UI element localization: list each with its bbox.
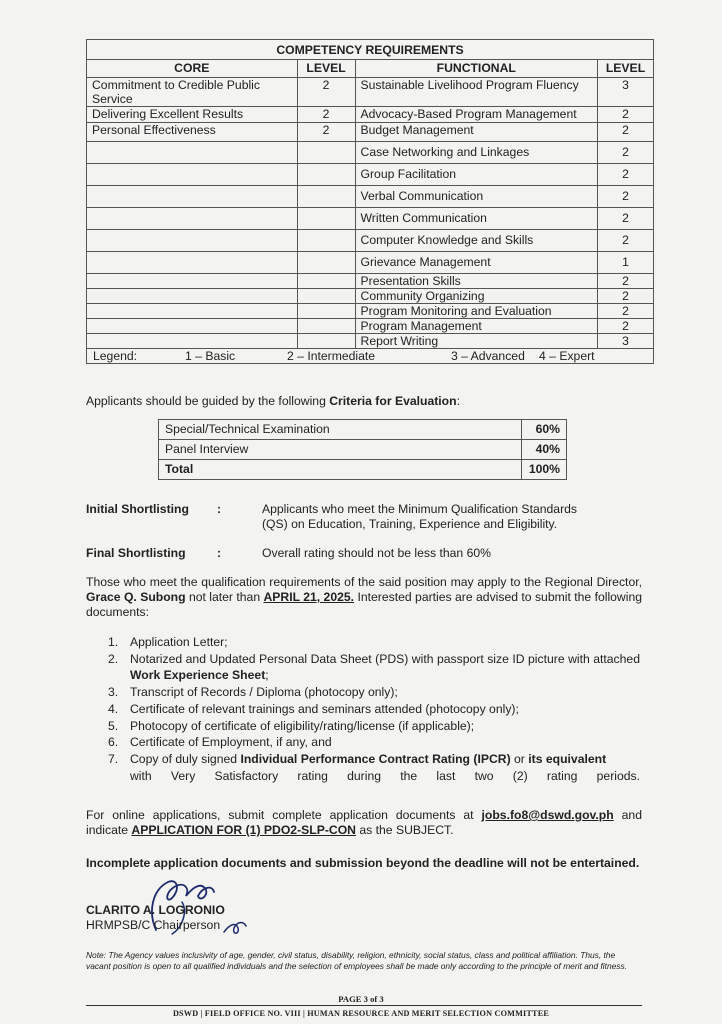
core-header: CORE	[87, 60, 298, 78]
core-level-header: LEVEL	[297, 60, 355, 78]
criteria-label: Panel Interview	[159, 440, 522, 460]
core-level-cell	[297, 142, 355, 164]
core-level-cell	[297, 252, 355, 274]
criteria-intro: Applicants should be guided by the following Criteria for Evaluation:	[86, 394, 460, 408]
functional-cell: Community Organizing	[355, 289, 597, 304]
total-label: Total	[159, 460, 522, 480]
core-cell	[87, 252, 298, 274]
criteria-heading: Criteria for Evaluation	[329, 394, 457, 408]
core-cell	[87, 186, 298, 208]
legend-expert: 4 – Expert	[539, 349, 595, 363]
legend-label: Legend:	[93, 349, 138, 363]
core-level-cell	[297, 289, 355, 304]
table-row	[87, 252, 654, 274]
core-cell	[87, 208, 298, 230]
page-number: PAGE 3 of 3	[338, 994, 384, 1004]
functional-level-cell: 2	[598, 289, 654, 304]
functional-level-header: LEVEL	[598, 60, 654, 78]
table-row	[87, 319, 654, 334]
table-row	[87, 230, 654, 252]
table-row	[87, 142, 654, 164]
core-cell	[87, 230, 298, 252]
functional-cell: Grievance Management	[355, 252, 597, 274]
table-row	[159, 420, 567, 440]
competency-title: COMPETENCY REQUIREMENTS	[87, 40, 654, 60]
core-cell	[87, 274, 298, 289]
core-cell	[87, 334, 298, 349]
competency-table	[86, 39, 654, 364]
list-item: 7. Copy of duly signed Individual Performance Contract Rating (IPCR) or its equivalent with Very Satisfactory rating during the last two (2) rating periods.	[108, 751, 640, 783]
core-level-cell	[297, 304, 355, 319]
warning-text: Incomplete application documents and submission beyond the deadline will not be entertained.	[86, 856, 640, 870]
table-row	[159, 440, 567, 460]
core-level-cell: 2	[297, 78, 355, 107]
functional-cell: Case Networking and Linkages	[355, 142, 597, 164]
initial-shortlisting: Initial Shortlisting : Applicants who meet the Minimum Qualification Standards (QS) on Education, Training, Experience and Eligibility.	[86, 502, 646, 534]
legend-advanced: 3 – Advanced	[451, 349, 525, 363]
functional-cell: Verbal Communication	[355, 186, 597, 208]
functional-level-cell: 2	[598, 142, 654, 164]
table-row	[87, 274, 654, 289]
functional-header: FUNCTIONAL	[355, 60, 597, 78]
core-level-cell	[297, 230, 355, 252]
functional-cell: Budget Management	[355, 123, 597, 142]
core-level-cell	[297, 274, 355, 289]
functional-cell: Report Writing	[355, 334, 597, 349]
online-paragraph: For online applications, submit complete application documents at jobs.fo8@dswd.gov.ph and indicate APPLICATION FOR (1) PDO2-SLP-CON as the SUBJECT.	[86, 808, 642, 837]
functional-cell: Advocacy-Based Program Management	[355, 107, 597, 123]
core-cell: Personal Effectiveness	[87, 123, 298, 142]
functional-level-cell: 3	[598, 334, 654, 349]
core-level-cell	[297, 334, 355, 349]
functional-level-cell: 2	[598, 123, 654, 142]
legend-row	[87, 349, 654, 364]
core-level-cell: 2	[297, 107, 355, 123]
functional-level-cell: 2	[598, 164, 654, 186]
criteria-table	[158, 419, 567, 480]
signatory-title: HRMPSB/C Chairperson	[86, 918, 221, 932]
final-shortlisting-label: Final Shortlisting	[86, 546, 186, 560]
functional-cell: Program Management	[355, 319, 597, 334]
documents-list	[108, 634, 640, 784]
functional-level-cell: 2	[598, 230, 654, 252]
functional-level-cell: 2	[598, 304, 654, 319]
table-row	[87, 123, 654, 142]
initial-shortlisting-label: Initial Shortlisting	[86, 502, 189, 516]
signatory-name: CLARITO A. LOGRONIO	[86, 903, 225, 917]
deadline: APRIL 21, 2025.	[263, 590, 355, 604]
signature-block	[86, 903, 225, 933]
table-row	[87, 289, 654, 304]
legend-basic: 1 – Basic	[185, 349, 236, 363]
list-item: 5. Photocopy of certificate of eligibility/rating/license (if applicable);	[108, 718, 475, 733]
email-link[interactable]: jobs.fo8@dswd.gov.ph	[481, 808, 614, 822]
core-level-cell	[297, 164, 355, 186]
core-cell	[87, 319, 298, 334]
application-paragraph: Those who meet the qualification requirements of the said position may apply to the Regional Director, Grace Q. Subong not later than APRIL 21, 2025. Interested parties are advised to submit the following documents:	[86, 575, 642, 619]
core-cell	[87, 304, 298, 319]
core-cell: Commitment to Credible Public Service	[87, 78, 298, 107]
criteria-pct: 60%	[522, 420, 567, 440]
email-subject: APPLICATION FOR (1) PDO2-SLP-CON	[131, 823, 356, 837]
functional-cell: Program Monitoring and Evaluation	[355, 304, 597, 319]
core-level-cell: 2	[297, 123, 355, 142]
core-level-cell	[297, 208, 355, 230]
core-cell	[87, 164, 298, 186]
table-row	[87, 186, 654, 208]
functional-cell: Group Facilitation	[355, 164, 597, 186]
functional-level-cell: 2	[598, 107, 654, 123]
director-name: Grace Q. Subong	[86, 590, 186, 604]
table-row	[87, 208, 654, 230]
functional-cell: Presentation Skills	[355, 274, 597, 289]
criteria-label: Special/Technical Examination	[159, 420, 522, 440]
core-level-cell	[297, 186, 355, 208]
functional-cell: Sustainable Livelihood Program Fluency	[355, 78, 597, 107]
functional-level-cell: 2	[598, 208, 654, 230]
final-shortlisting: Final Shortlisting : Overall rating should not be less than 60%	[86, 546, 646, 562]
functional-cell: Computer Knowledge and Skills	[355, 230, 597, 252]
footer-divider	[86, 1005, 642, 1006]
page-footer: DSWD | FIELD OFFICE NO. VIII | HUMAN RESOURCE AND MERIT SELECTION COMMITTEE	[172, 1009, 550, 1018]
functional-level-cell: 2	[598, 274, 654, 289]
table-row	[87, 107, 654, 123]
list-item: 1. Application Letter;	[108, 635, 228, 649]
functional-level-cell: 1	[598, 252, 654, 274]
table-row	[87, 78, 654, 107]
functional-level-cell: 3	[598, 78, 654, 107]
table-row	[87, 164, 654, 186]
legend-intermediate: 2 – Intermediate	[287, 349, 376, 363]
inclusivity-note: Note: The Agency values inclusivity of age, gender, civil status, disability, religion, ethnicity, social status, class and political affiliation. Thus, the vacant position is open to all qualified individuals and the selection of employees shall be made only according to the principle of merit and fitness.	[86, 950, 627, 971]
list-item: 2. Notarized and Updated Personal Data Sheet (PDS) with passport size ID picture with attached Work Experience Sheet;	[108, 651, 640, 683]
functional-level-cell: 2	[598, 186, 654, 208]
functional-cell: Written Communication	[355, 208, 597, 230]
initial-shortlisting-text: Applicants who meet the Minimum Qualification Standards (QS) on Education, Training, Experience and Eligibility.	[262, 502, 577, 531]
core-cell	[87, 142, 298, 164]
core-level-cell	[297, 319, 355, 334]
list-item: 4. Certificate of relevant trainings and seminars attended (photocopy only);	[108, 701, 519, 716]
list-item: 6. Certificate of Employment, if any, and	[108, 735, 332, 750]
functional-level-cell: 2	[598, 319, 654, 334]
criteria-pct: 40%	[522, 440, 567, 460]
list-item: 3. Transcript of Records / Diploma (photocopy only);	[108, 685, 398, 700]
core-cell	[87, 289, 298, 304]
table-row	[87, 304, 654, 319]
final-shortlisting-text: Overall rating should not be less than 60%	[262, 546, 491, 560]
core-cell: Delivering Excellent Results	[87, 107, 298, 123]
total-pct: 100%	[522, 460, 567, 480]
table-row	[87, 334, 654, 349]
table-row	[159, 460, 567, 480]
